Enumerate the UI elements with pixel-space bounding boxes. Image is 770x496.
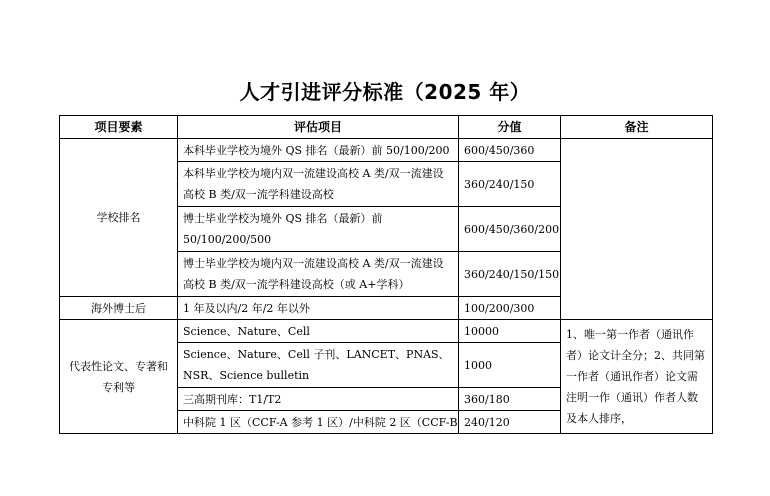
score-cell: 600/450/360 [459,139,561,162]
item-cell: 本科毕业学校为境外 QS 排名（最新）前 50/100/200 [178,139,459,162]
score-cell: 360/180 [459,388,561,411]
item-cell: 1 年及以内/2 年/2 年以外 [178,297,459,320]
table-header-row [60,116,713,139]
header-item: 评估项目 [178,116,459,139]
header-note: 备注 [561,116,713,139]
score-cell: 360/240/150 [459,162,561,207]
score-cell: 360/240/150/150 [459,252,561,297]
note-cell: 1、唯一第一作者（通讯作者）论文计全分；2、共同第一作者（通讯作者）论文需注明一作（通讯）作者人数及本人排序， [561,320,713,434]
category-papers: 代表性论文、专著和专利等 [60,320,178,434]
table-row [60,139,713,162]
score-cell: 240/120 [459,411,561,434]
table-row [60,320,713,343]
category-school-rank: 学校排名 [60,139,178,297]
item-cell: 本科毕业学校为境内双一流建设高校 A 类/双一流建设高校 B 类/双一流学科建设高校 [178,162,459,207]
item-cell: Science、Nature、Cell [178,320,459,343]
category-postdoc: 海外博士后 [60,297,178,320]
item-cell: Science、Nature、Cell 子刊、LANCET、PNAS、NSR、Science bulletin [178,343,459,388]
item-cell: 博士毕业学校为境内双一流建设高校 A 类/双一流建设高校 B 类/双一流学科建设高校（或 A+学科） [178,252,459,297]
header-element: 项目要素 [60,116,178,139]
score-cell: 600/450/360/200 [459,207,561,252]
note-cell-empty [561,139,713,320]
item-cell: 中科院 1 区（CCF-A 参考 1 区）/中科院 2 区（CCF-B [178,411,459,434]
score-cell: 100/200/300 [459,297,561,320]
document-title: 人才引进评分标准（2025 年） [239,80,531,104]
item-cell: 三高期刊库：T1/T2 [178,388,459,411]
header-score: 分值 [459,116,561,139]
score-cell: 10000 [459,320,561,343]
scoring-table [59,115,713,434]
score-cell: 1000 [459,343,561,388]
item-cell: 博士毕业学校为境外 QS 排名（最新）前 50/100/200/500 [178,207,459,252]
